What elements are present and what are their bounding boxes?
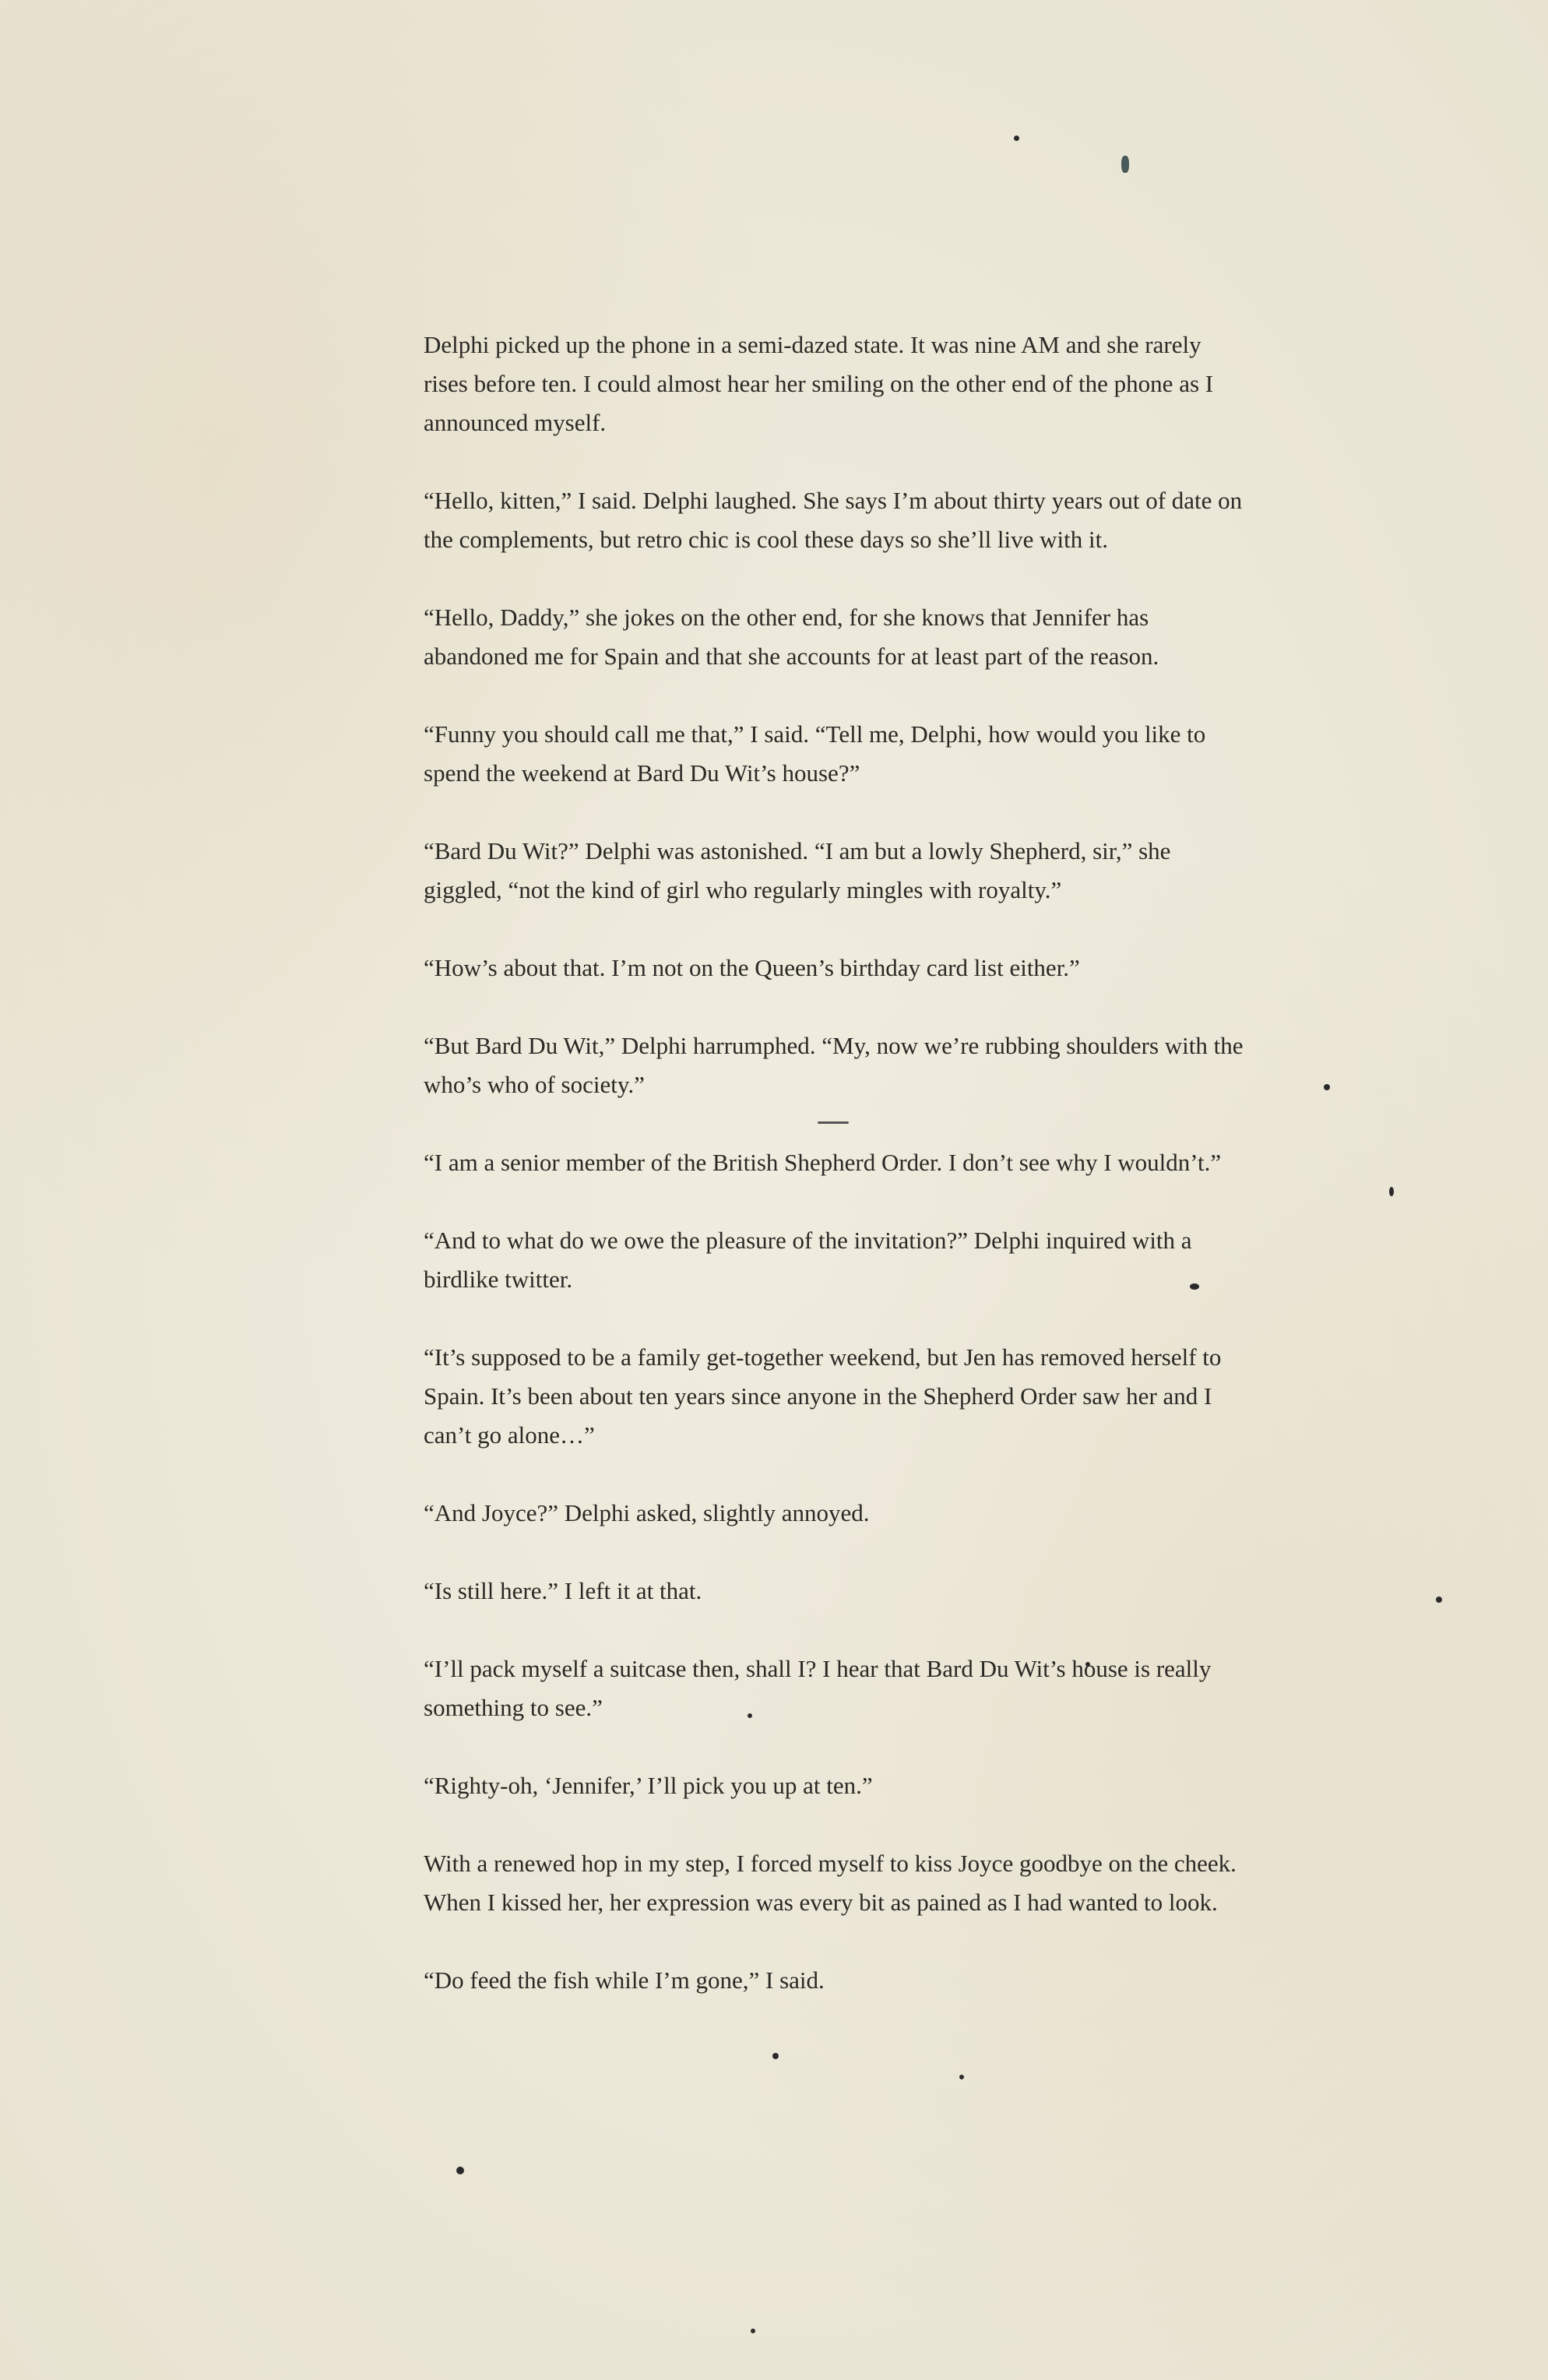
ink-speck bbox=[1324, 1084, 1330, 1090]
ink-speck bbox=[1389, 1187, 1394, 1196]
paragraph: Delphi picked up the phone in a semi-dazed state. It was nine AM and she rarely rises before ten. I could almost hear her smiling on the other end of the phone as I announced myself. bbox=[424, 331, 1214, 436]
paragraph: With a renewed hop in my step, I forced myself to kiss Joyce goodbye on the cheek. When I kissed her, her expression was every bit as pained as I had wanted to look. bbox=[424, 1850, 1237, 1916]
story-text bbox=[424, 326, 1249, 2000]
paragraph: “How’s about that. I’m not on the Queen’s birthday card list either.” bbox=[424, 954, 1080, 981]
paragraph: “And to what do we owe the pleasure of the invitation?” Delphi inquired with a birdlike twitter. bbox=[424, 1227, 1192, 1293]
ink-speck bbox=[751, 2329, 755, 2333]
paragraph: “I am a senior member of the British Shepherd Order. I don’t see why I wouldn’t.” bbox=[424, 1149, 1222, 1176]
paragraph: “Hello, kitten,” I said. Delphi laughed. She says I’m about thirty years out of date on the complements, but retro chic is cool these days so she’ll live with it. bbox=[424, 487, 1243, 553]
paragraph: “Is still here.” I left it at that. bbox=[424, 1577, 702, 1604]
paragraph: “Righty-oh, ‘Jennifer,’ I’ll pick you up at ten.” bbox=[424, 1772, 873, 1799]
paragraph: “I’ll pack myself a suitcase then, shall I? I hear that Bard Du Wit’s house is really something to see.” bbox=[424, 1655, 1212, 1721]
ink-speck bbox=[1014, 136, 1019, 141]
paragraph: “But Bard Du Wit,” Delphi harrumphed. “My, now we’re rubbing shoulders with the who’s who of society.” bbox=[424, 1032, 1244, 1098]
ink-speck bbox=[772, 2053, 779, 2059]
ink-speck bbox=[959, 2075, 964, 2079]
ink-speck bbox=[456, 2167, 464, 2174]
paragraph: “Hello, Daddy,” she jokes on the other end, for she knows that Jennifer has abandoned me for Spain and that she accounts for at least part of the reason. bbox=[424, 604, 1159, 670]
ink-speck bbox=[1436, 1597, 1442, 1603]
ink-speck bbox=[1121, 156, 1129, 173]
paragraph: “And Joyce?” Delphi asked, slightly annoyed. bbox=[424, 1499, 870, 1526]
paragraph: “It’s supposed to be a family get-together weekend, but Jen has removed herself to Spain. It’s been about ten years since anyone in the Shepherd Order saw her and I can’t go alone…” bbox=[424, 1343, 1222, 1449]
paragraph: “Bard Du Wit?” Delphi was astonished. “I am but a lowly Shepherd, sir,” she giggled, “not the kind of girl who regularly mingles with royalty.” bbox=[424, 837, 1171, 903]
paragraph: “Funny you should call me that,” I said. “Tell me, Delphi, how would you like to spend the weekend at Bard Du Wit’s house?” bbox=[424, 720, 1206, 787]
paragraph: “Do feed the fish while I’m gone,” I said. bbox=[424, 1966, 825, 1994]
